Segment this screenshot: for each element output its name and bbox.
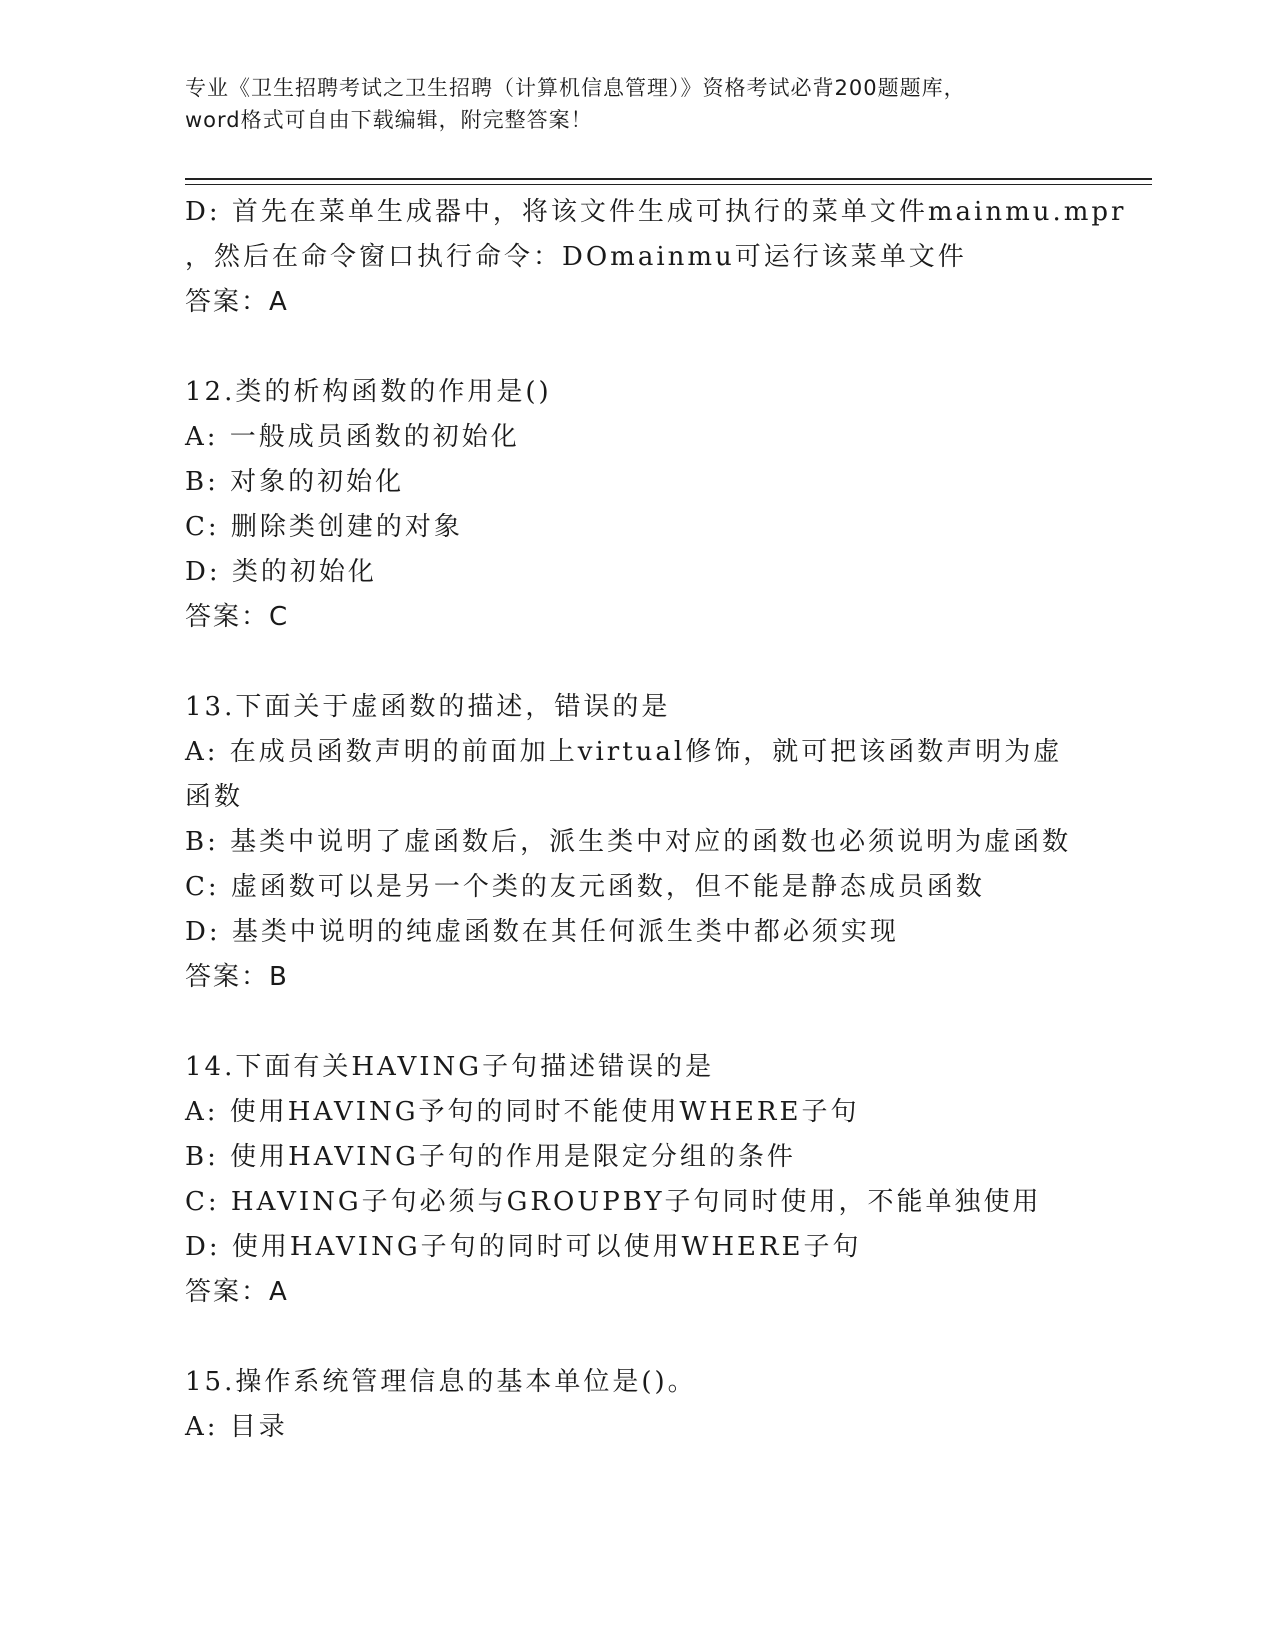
option-d: D: 基类中说明的纯虚函数在其任何派生类中都必须实现 xyxy=(185,917,899,947)
option-a: A: 目录 xyxy=(185,1412,288,1442)
header-divider-thin xyxy=(185,184,1152,185)
question-stem: 15.操作系统管理信息的基本单位是()。 xyxy=(185,1367,697,1397)
question-13 xyxy=(185,685,1085,1000)
option-a: A: 使用HAVING予句的同时不能使用WHERE子句 xyxy=(185,1097,860,1127)
option-d: D: 使用HAVING子句的同时可以使用WHERE子句 xyxy=(185,1232,862,1262)
option-a: A: 一般成员函数的初始化 xyxy=(185,422,520,452)
option-d: D: 类的初始化 xyxy=(185,557,377,587)
question-stem: 13.下面关于虚函数的描述，错误的是 xyxy=(185,692,671,722)
spacer xyxy=(185,1000,1085,1045)
header-divider-thick xyxy=(185,178,1152,180)
option-a-continued: 函数 xyxy=(185,782,244,812)
option-c: C: 虚函数可以是另一个类的友元函数，但不能是静态成员函数 xyxy=(185,872,985,902)
option-a: A: 在成员函数声明的前面加上virtual修饰，就可把该函数声明为虚 xyxy=(185,737,1063,767)
header-title-line2: word格式可自由下载编辑，附完整答案！ xyxy=(185,108,593,132)
question-15 xyxy=(185,1360,1085,1450)
option-b: B: 基类中说明了虚函数后，派生类中对应的函数也必须说明为虚函数 xyxy=(185,827,1072,857)
document-header xyxy=(185,72,1085,136)
answer: 答案：A xyxy=(185,287,289,317)
option-c: C: 删除类创建的对象 xyxy=(185,512,463,542)
question-stem: 14.下面有关HAVING子句描述错误的是 xyxy=(185,1052,715,1082)
answer: 答案：B xyxy=(185,962,289,992)
answer: 答案：A xyxy=(185,1277,289,1307)
question-stem: 12.类的析构函数的作用是() xyxy=(185,377,552,407)
option-d-continued: ，然后在命令窗口执行命令：DOmainmu可运行该菜单文件 xyxy=(185,242,967,272)
header-title-line1: 专业《卫生招聘考试之卫生招聘（计算机信息管理）》资格考试必背200题题库， xyxy=(185,76,966,100)
option-b: B: 对象的初始化 xyxy=(185,467,405,497)
spacer xyxy=(185,325,1085,370)
question-14 xyxy=(185,1045,1085,1315)
question-12 xyxy=(185,370,1085,640)
spacer xyxy=(185,1315,1085,1360)
question-11-tail xyxy=(185,190,1127,325)
question-list xyxy=(185,190,1127,1450)
answer: 答案：C xyxy=(185,602,290,632)
option-c: C: HAVING子句必须与GROUPBY子句同时使用，不能单独使用 xyxy=(185,1187,1042,1217)
option-d: D: 首先在菜单生成器中，将该文件生成可执行的菜单文件mainmu.mpr xyxy=(185,197,1127,227)
option-b: B: 使用HAVING子句的作用是限定分组的条件 xyxy=(185,1142,796,1172)
spacer xyxy=(185,640,1085,685)
